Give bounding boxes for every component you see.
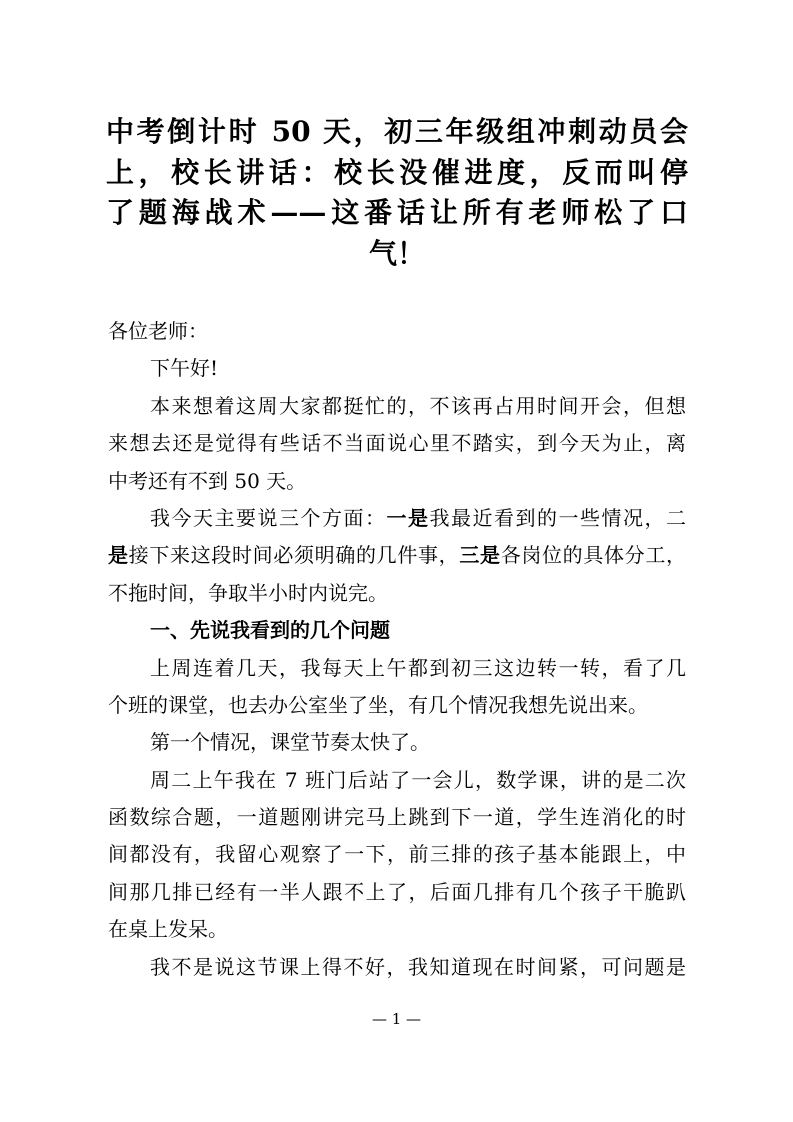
bold-text: 三是 (459, 543, 501, 568)
text-segment: 本来想着这周大家都挺忙的，不该再占用时间开会，但想 (150, 393, 686, 418)
text-line (108, 463, 686, 500)
bold-text: 一、先说我看到的几个问题 (150, 618, 390, 643)
title-line: 上，校长讲话：校长没催进度，反而叫停 (106, 155, 688, 189)
text-segment: 中考还有不到 50 天。 (108, 468, 307, 493)
section-heading (108, 612, 686, 649)
text-segment: 在桌上发呆。 (108, 917, 228, 942)
text-segment: 间那几排已经有一半人跟不上了，后面几排有几个孩子干脆趴 (108, 879, 686, 904)
text-line (108, 762, 686, 799)
bold-text: 是 (108, 543, 129, 568)
text-segment: 上周连着几天，我每天上午都到初三这边转一转，看了几 (150, 655, 686, 680)
text-line (108, 874, 686, 911)
page-number: — 1 — (371, 1010, 422, 1028)
bold-text: 一是 (386, 505, 430, 530)
document-title (106, 112, 688, 274)
text-segment: 函数综合题，一道题刚讲完马上跳到下一道，学生连消化的时 (108, 805, 686, 830)
text-segment: 下午好! (150, 356, 219, 381)
text-line (108, 911, 686, 948)
text-line (108, 425, 686, 462)
text-segment: 周二上午我在 7 班门后站了一会儿，数学课，讲的是二次 (150, 767, 686, 792)
text-segment: 各岗位的具体分工， (500, 543, 687, 568)
document-body (108, 313, 686, 986)
text-line (108, 388, 686, 425)
text-line (108, 724, 686, 761)
text-segment: 第一个情况，课堂节奏太快了。 (150, 730, 430, 755)
text-line (108, 836, 686, 873)
text-line (108, 350, 686, 387)
title-line: 中考倒计时 50 天，初三年级组冲刺动员会 (106, 115, 688, 148)
text-segment: 来想去还是觉得有些话不当面说心里不踏实，到今天为止，离 (108, 431, 686, 456)
text-line (108, 575, 686, 612)
text-segment: 我最近看到的一些情况，二 (429, 505, 686, 530)
title-line: 了题海战术——这番话让所有老师松了口 (106, 196, 688, 229)
text-line (108, 500, 686, 537)
text-segment: 个班的课堂，也去办公室坐了坐，有几个情况我想先说出来。 (108, 692, 648, 717)
text-line (108, 799, 686, 836)
text-segment: 各位老师： (108, 319, 208, 343)
text-line (108, 949, 686, 986)
text-line (108, 537, 686, 574)
text-segment: 接下来这段时间必须明确的几件事， (128, 543, 460, 568)
text-segment: 间都没有，我留心观察了一下，前三排的孩子基本能跟上，中 (108, 842, 686, 867)
text-line (108, 687, 686, 724)
text-segment: 不拖时间，争取半小时内说完。 (108, 580, 388, 605)
text-segment: 我不是说这节课上得不好，我知道现在时间紧，可问题是 (150, 954, 686, 979)
text-line (108, 650, 686, 687)
title-line: 气！ (368, 236, 425, 270)
text-line (108, 313, 686, 350)
text-segment: 我今天主要说三个方面： (150, 505, 387, 530)
